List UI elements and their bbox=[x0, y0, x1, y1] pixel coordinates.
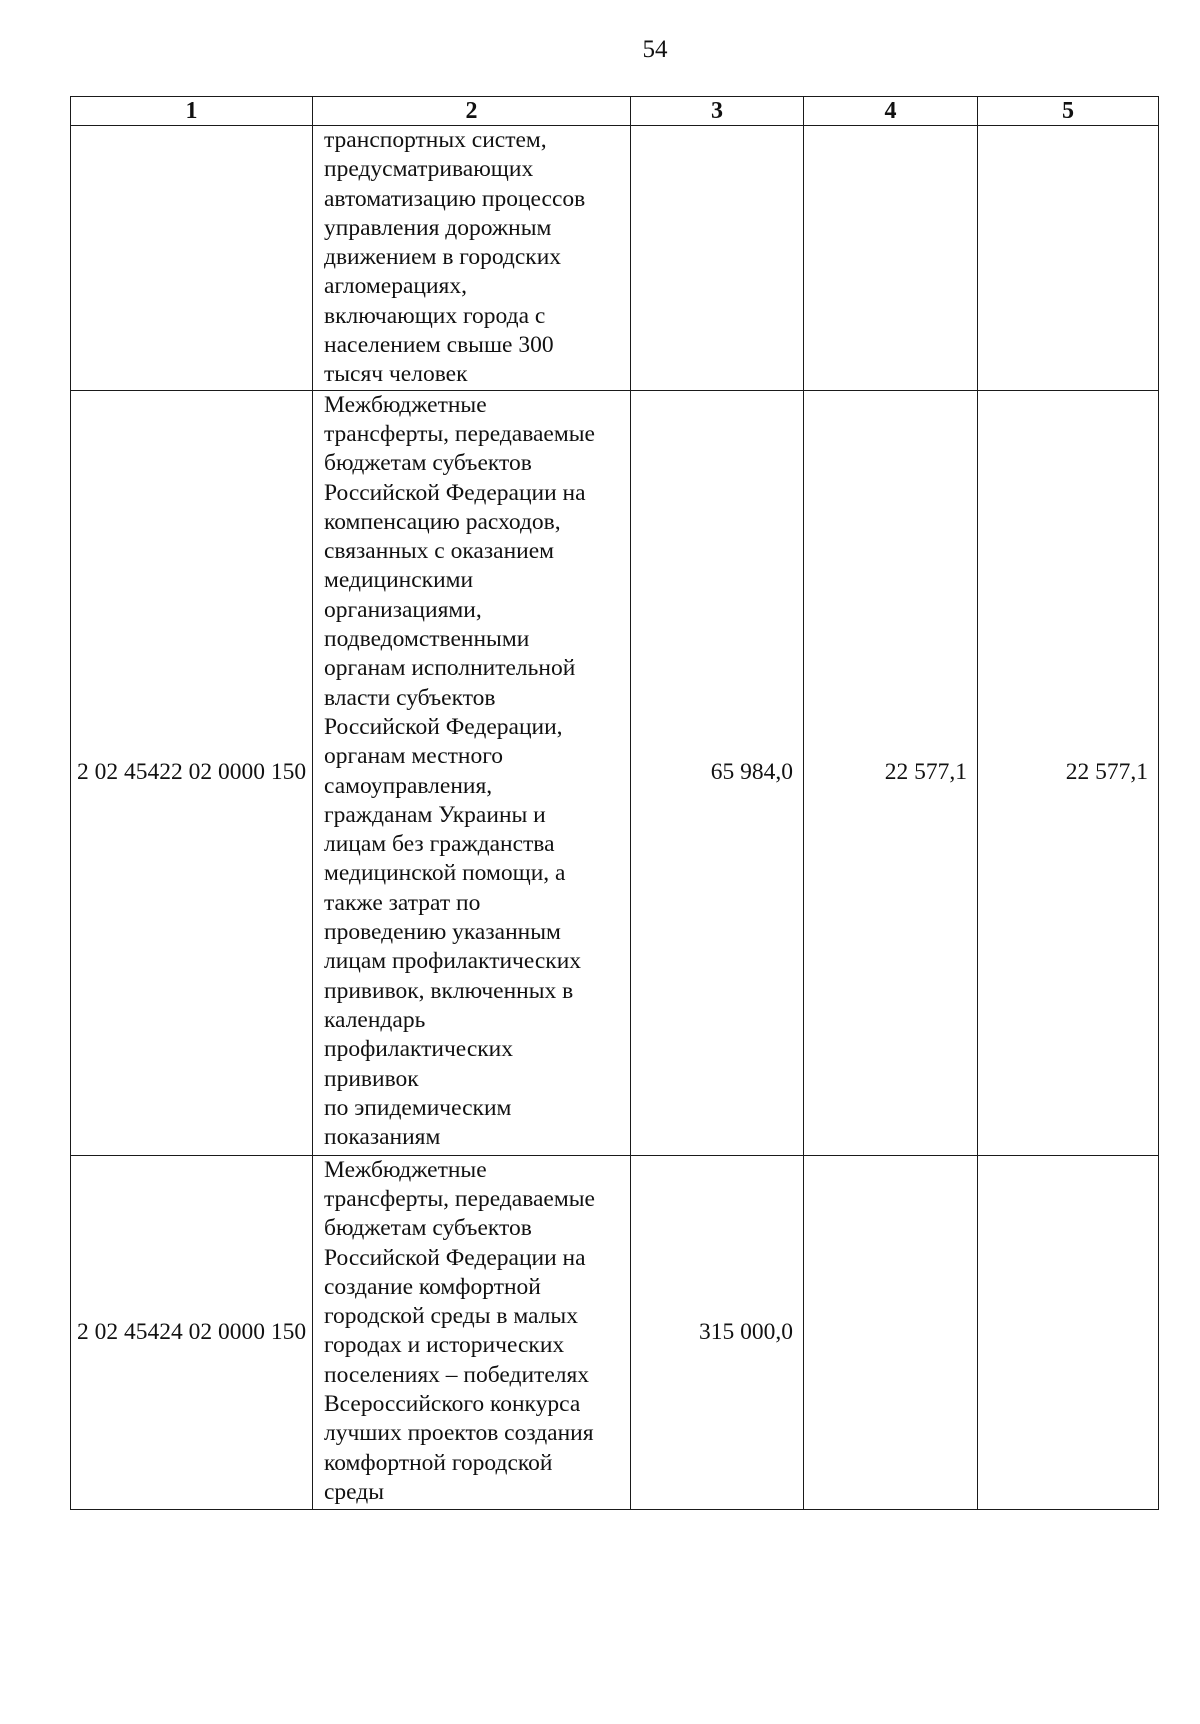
header-col-1: 1 bbox=[71, 97, 313, 126]
description bbox=[313, 126, 631, 391]
description-line: среды bbox=[324, 1478, 385, 1505]
description-line: трансферты, передаваемые bbox=[324, 1185, 595, 1212]
description-line: связанных с оказанием bbox=[324, 538, 555, 565]
header-row bbox=[71, 97, 1159, 126]
amount-col-3: 65 984,0 bbox=[631, 390, 804, 1155]
description-line: включающих города с bbox=[324, 302, 546, 329]
header-col-2: 2 bbox=[313, 97, 631, 126]
description-line: бюджетам субъектов bbox=[324, 1215, 532, 1242]
description-line: Российской Федерации на bbox=[324, 1244, 586, 1271]
description-line: создание комфортной bbox=[324, 1273, 541, 1300]
header-col-4: 4 bbox=[804, 97, 978, 126]
description-line: профилактических bbox=[324, 1036, 513, 1063]
description-line: органам исполнительной bbox=[324, 655, 576, 682]
description-line: транспортных систем, bbox=[324, 127, 547, 153]
description-line: Российской Федерации, bbox=[324, 713, 563, 740]
description-line: подведомственными bbox=[324, 626, 530, 653]
description-line: бюджетам субъектов bbox=[324, 450, 532, 477]
description bbox=[313, 1155, 631, 1509]
description-line: агломерациях, bbox=[324, 273, 467, 300]
amount-col-5: 22 577,1 bbox=[978, 390, 1159, 1155]
description-line: Российской Федерации на bbox=[324, 479, 586, 506]
description-line: автоматизацию процессов bbox=[324, 185, 586, 212]
description bbox=[313, 390, 631, 1155]
description-line: городской среды в малых bbox=[324, 1303, 578, 1330]
description-line: прививок, включенных в bbox=[324, 977, 574, 1004]
budget-table bbox=[70, 96, 1159, 1510]
description-line: прививок bbox=[324, 1065, 419, 1092]
description-line: Межбюджетные bbox=[324, 1156, 487, 1183]
description-line: движением в городских bbox=[324, 244, 562, 271]
description-line: показаниям bbox=[324, 1124, 441, 1151]
amount-col-4 bbox=[804, 126, 978, 391]
description-line: власти субъектов bbox=[324, 684, 496, 711]
description-line: по эпидемическим bbox=[324, 1094, 512, 1121]
description-line: медицинскими bbox=[324, 567, 474, 594]
amount-col-3: 315 000,0 bbox=[631, 1155, 804, 1509]
amount-col-5 bbox=[978, 1155, 1159, 1509]
header-col-3: 3 bbox=[631, 97, 804, 126]
description-line: предусматривающих bbox=[324, 156, 534, 183]
description-line: комфортной городской bbox=[324, 1449, 553, 1476]
page-number: 54 bbox=[642, 36, 668, 63]
amount-col-3 bbox=[631, 126, 804, 391]
amount-col-4: 22 577,1 bbox=[804, 390, 978, 1155]
description-line: календарь bbox=[324, 1006, 426, 1033]
description-line: поселениях – победителях bbox=[324, 1361, 590, 1388]
header-col-5: 5 bbox=[978, 97, 1159, 126]
budget-code: 2 02 45422 02 0000 150 bbox=[71, 390, 313, 1155]
table-row bbox=[71, 126, 1159, 391]
description-line: медицинской помощи, а bbox=[324, 860, 566, 887]
description-line: трансферты, передаваемые bbox=[324, 420, 595, 447]
description-line: Межбюджетные bbox=[324, 391, 487, 418]
amount-col-4 bbox=[804, 1155, 978, 1509]
budget-code bbox=[71, 126, 313, 391]
description-line: самоуправления, bbox=[324, 772, 493, 799]
description-line: лучших проектов создания bbox=[324, 1420, 594, 1447]
description-line: Всероссийского конкурса bbox=[324, 1391, 581, 1418]
description-line: гражданам Украины и bbox=[324, 801, 546, 828]
table-row bbox=[71, 1155, 1159, 1509]
description-line: компенсацию расходов, bbox=[324, 508, 561, 535]
description-line: также затрат по bbox=[324, 889, 481, 916]
description-line: управления дорожным bbox=[324, 214, 552, 241]
amount-col-5 bbox=[978, 126, 1159, 391]
description-line: населением свыше 300 bbox=[324, 332, 554, 359]
description-line: городах и исторических bbox=[324, 1332, 565, 1359]
description-line: проведению указанным bbox=[324, 919, 561, 946]
budget-code: 2 02 45424 02 0000 150 bbox=[71, 1155, 313, 1509]
description-line: лицам профилактических bbox=[324, 948, 582, 975]
description-line: лицам без гражданства bbox=[324, 831, 555, 858]
description-line: тысяч человек bbox=[324, 361, 468, 388]
table-row bbox=[71, 390, 1159, 1155]
description-line: органам местного bbox=[324, 743, 504, 770]
description-line: организациями, bbox=[324, 596, 482, 623]
